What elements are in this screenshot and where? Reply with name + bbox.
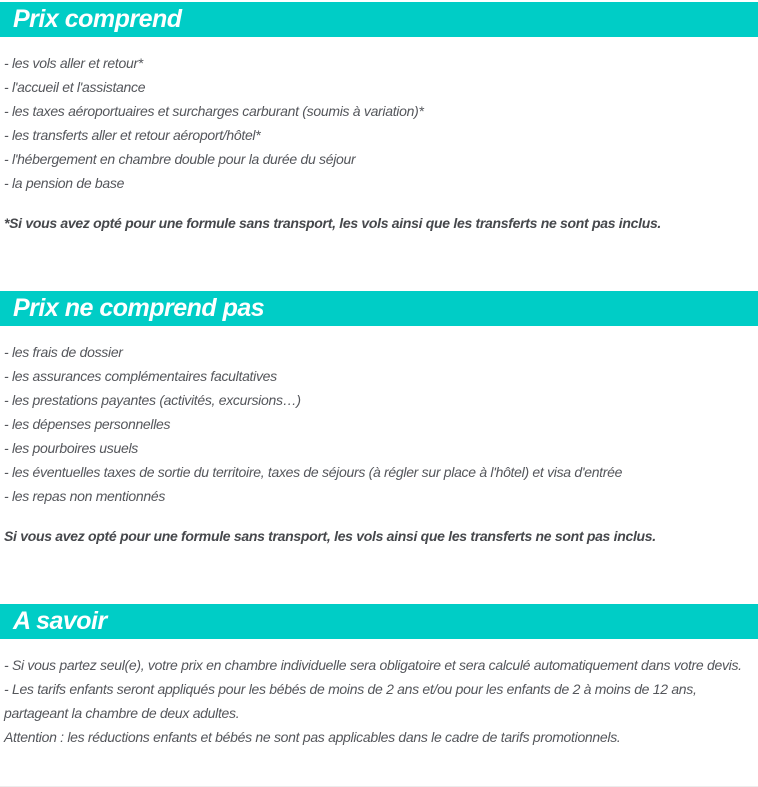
list-item: - les pourboires usuels [4, 440, 138, 456]
list-item: - les éventuelles taxes de sortie du territoire, taxes de séjours (à régler sur place à l'hôtel) et visa d'entrée [4, 464, 623, 480]
section-header-a-savoir [0, 604, 758, 639]
list-item: - la pension de base [4, 175, 125, 191]
list-item: - les repas non mentionnés [4, 488, 166, 504]
section-a-savoir [0, 604, 758, 749]
section-body-prix-comprend [0, 37, 758, 235]
list-item: Attention : les réductions enfants et bébés ne sont pas applicables dans le cadre de tarifs promotionnels. [4, 729, 621, 745]
section-body-a-savoir [0, 639, 758, 749]
list-item: - l'hébergement en chambre double pour la durée du séjour [4, 151, 356, 167]
list-item: - les frais de dossier [4, 344, 123, 360]
section-header-prix-comprend [0, 2, 758, 37]
note-text: *Si vous avez opté pour une formule sans transport, les vols ainsi que les transferts ne sont pas inclus. [4, 215, 662, 231]
list-item: - les taxes aéroportuaires et surcharges carburant (soumis à variation)* [4, 103, 424, 119]
list-item: - les assurances complémentaires facultatives [4, 368, 277, 384]
list-item: - Si vous partez seul(e), votre prix en chambre individuelle sera obligatoire et sera calculé automatiquement dans votre devis. [4, 657, 742, 673]
note-text: Si vous avez opté pour une formule sans transport, les vols ainsi que les transferts ne sont pas inclus. [4, 528, 656, 544]
list-item: - les vols aller et retour* [4, 55, 143, 71]
section-prix-comprend [0, 2, 758, 235]
section-body-prix-ne-comprend-pas [0, 326, 758, 548]
list-item: - les dépenses personnelles [4, 416, 171, 432]
section-title: Prix comprend [13, 5, 182, 33]
list-item: - les transferts aller et retour aéroport/hôtel* [4, 127, 261, 143]
section-title: Prix ne comprend pas [13, 294, 265, 322]
section-prix-ne-comprend-pas [0, 291, 758, 548]
section-header-prix-ne-comprend-pas [0, 291, 758, 326]
list-item: - l'accueil et l'assistance [4, 79, 146, 95]
list-item: - les prestations payantes (activités, excursions…) [4, 392, 301, 408]
list-item: - Les tarifs enfants seront appliqués pour les bébés de moins de 2 ans et/ou pour les enfants de 2 à moins de 12 ans, partageant la chambre de deux adultes. [4, 681, 697, 721]
section-title: A savoir [13, 607, 107, 635]
